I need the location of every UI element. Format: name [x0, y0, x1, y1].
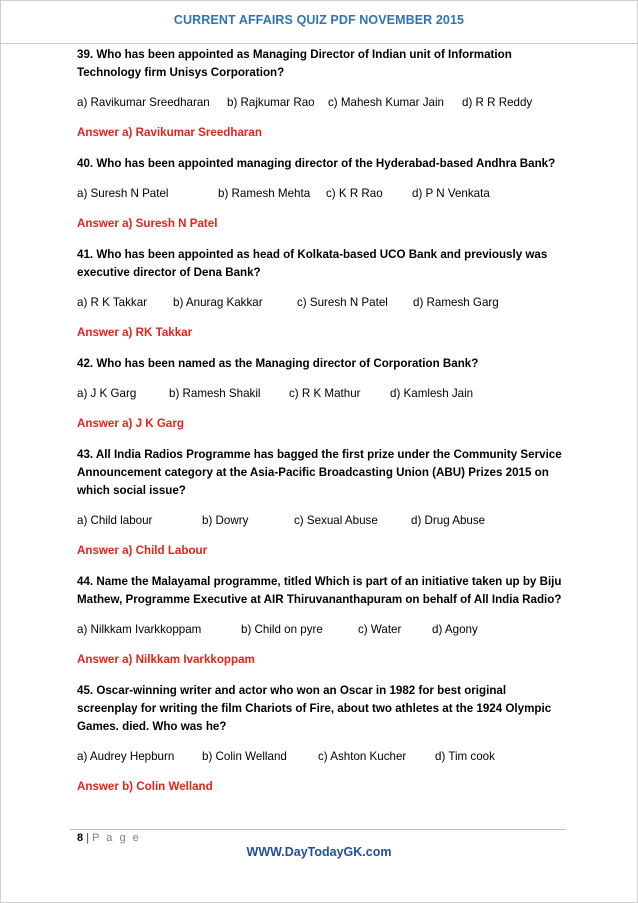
answer-text: Answer a) Ravikumar Sreedharan [77, 126, 262, 139]
header-divider [0, 43, 638, 44]
option-a: a) Suresh N Patel [77, 187, 169, 200]
option-c: c) Ashton Kucher [318, 750, 407, 763]
option-b: b) Rajkumar Rao [227, 96, 315, 109]
question-text: 39. Who has been appointed as Managing Director of Indian unit of Information Technology firm Unisys Corporation? [77, 48, 512, 79]
option-b: b) Anurag Kakkar [173, 296, 263, 309]
option-d: d) P N Venkata [412, 187, 490, 200]
option-d: d) Kamlesh Jain [390, 387, 474, 400]
question-block-42 [77, 355, 567, 433]
option-d: d) Drug Abuse [411, 514, 486, 527]
answer-text: Answer a) Nilkkam Ivarkkoppam [77, 653, 255, 666]
answer-text: Answer b) Colin Welland [77, 780, 213, 793]
question-text: 40. Who has been appointed managing director of the Hyderabad-based Andhra Bank? [77, 157, 556, 170]
question-block-43 [77, 446, 567, 560]
option-b: b) Child on pyre [241, 623, 323, 636]
page-label: P a g e [92, 832, 141, 844]
question-text: 44. Name the Malayamal programme, titled Which is part of an initiative taken up by Biju Mathew, Programme Executive at AIR Thiruvananthapuram on behalf of All India Radio? [77, 575, 562, 606]
question-block-40 [77, 155, 567, 233]
option-c: c) K R Rao [326, 187, 383, 200]
options-row [77, 94, 567, 112]
option-b: b) Ramesh Mehta [218, 187, 311, 200]
option-a: a) R K Takkar [77, 296, 148, 309]
option-a: a) Ravikumar Sreedharan [77, 96, 210, 109]
options-row [77, 748, 567, 766]
question-block-39 [77, 46, 567, 142]
option-c: c) Suresh N Patel [297, 296, 388, 309]
option-d: d) Agony [432, 623, 478, 636]
question-text: 43. All India Radios Programme has bagged the first prize under the Community Service Announcement category at the Asia-Pacific Broadcasting Union (ABU) Prizes 2015 on which social issue? [77, 448, 562, 497]
footer-website-link[interactable]: WWW.DayTodayGK.com [246, 845, 392, 859]
page-number-separator: | [86, 832, 90, 844]
options-row [77, 385, 567, 403]
header-title: CURRENT AFFAIRS QUIZ PDF NOVEMBER 2015 [173, 13, 465, 27]
option-d: d) Tim cook [435, 750, 495, 763]
options-row [77, 185, 567, 203]
option-a: a) J K Garg [77, 387, 137, 400]
option-d: d) Ramesh Garg [413, 296, 499, 309]
answer-text: Answer a) J K Garg [77, 417, 184, 430]
option-b: b) Dowry [202, 514, 249, 527]
answer-text: Answer a) RK Takkar [77, 326, 193, 339]
question-block-45 [77, 682, 567, 796]
option-b: b) Colin Welland [202, 750, 287, 763]
option-b: b) Ramesh Shakil [169, 387, 261, 400]
quiz-content [77, 46, 567, 809]
options-row [77, 512, 567, 530]
page-number-value: 8 [77, 832, 84, 844]
options-row [77, 621, 567, 639]
answer-text: Answer a) Child Labour [77, 544, 208, 557]
option-c: c) Water [358, 623, 402, 636]
page-number [77, 832, 141, 844]
option-d: d) R R Reddy [462, 96, 533, 109]
answer-text: Answer a) Suresh N Patel [77, 217, 218, 230]
option-c: c) R K Mathur [289, 387, 361, 400]
option-a: a) Audrey Hepburn [77, 750, 175, 763]
options-row [77, 294, 567, 312]
question-text: 42. Who has been named as the Managing director of Corporation Bank? [77, 357, 479, 370]
option-c: c) Mahesh Kumar Jain [328, 96, 444, 109]
question-text: 41. Who has been appointed as head of Kolkata-based UCO Bank and previously was executive director of Dena Bank? [77, 248, 548, 279]
option-a: a) Child labour [77, 514, 153, 527]
footer-divider [70, 829, 566, 830]
option-a: a) Nilkkam Ivarkkoppam [77, 623, 202, 636]
question-block-44 [77, 573, 567, 669]
option-c: c) Sexual Abuse [294, 514, 378, 527]
question-block-41 [77, 246, 567, 342]
page-header [0, 0, 638, 44]
question-text: 45. Oscar-winning writer and actor who won an Oscar in 1982 for best original screenplay for writing the film Chariots of Fire, about two athletes at the 1924 Olympic Games. died. Who was he? [77, 684, 552, 733]
